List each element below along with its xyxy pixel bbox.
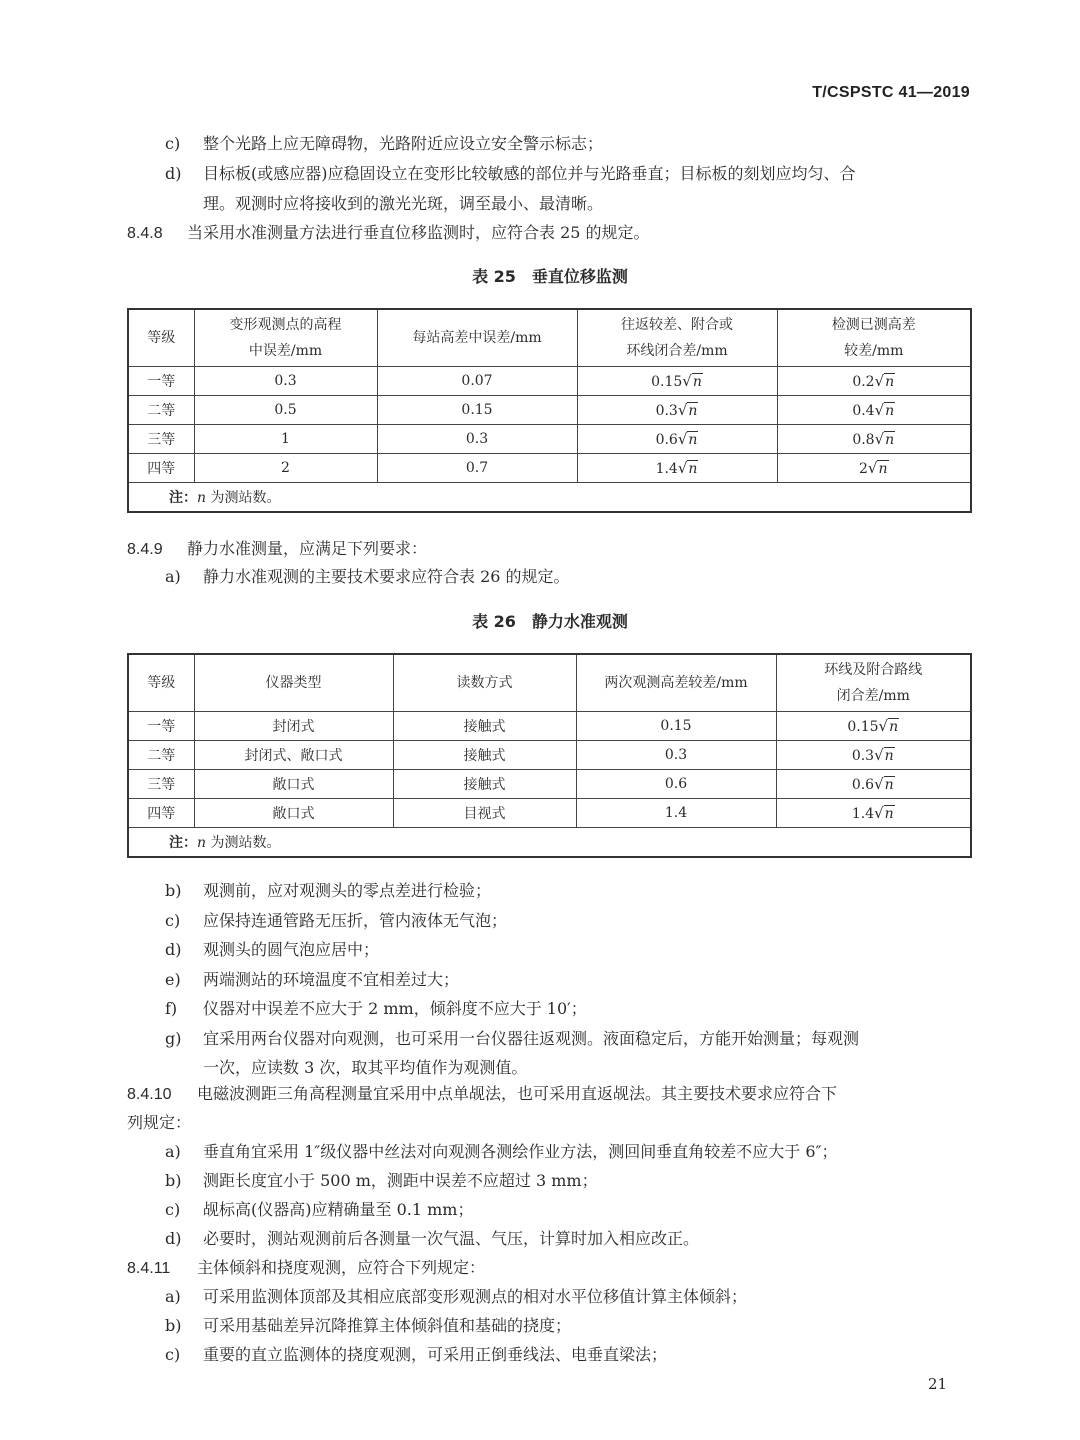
radicand: n [884,748,894,764]
table-note-row [128,483,971,513]
radical-sign: √ [677,430,688,448]
sqrt-n-symbol [874,804,895,822]
sqrt-n-symbol [682,372,703,390]
item-label: d) [165,1229,182,1248]
sqrt-n-symbol [874,746,895,764]
item-text: 应保持连通管路无压折，管内液体无气泡； [203,910,508,930]
header-cell: 等级 [128,309,194,367]
item-label: d) [165,940,182,959]
header-cell: 环线及附合路线 闭合差/mm [776,654,971,712]
radical-sign: √ [677,401,688,419]
item-text: 可采用基础差异沉降推算主体倾斜值和基础的挠度； [203,1316,572,1335]
header-cell: 两次观测高差较差/mm [576,654,776,712]
table-cell: 接触式 [393,741,576,770]
table-row [128,770,971,799]
note-text: 为测站数。 [206,490,281,506]
table-cell: 敞口式 [194,799,393,828]
table-cell: 0.07 [377,367,577,396]
radical-sign: √ [677,459,688,477]
radicand: n [884,777,894,793]
grade-cell: 三等 [128,770,194,799]
grade-cell: 三等 [128,425,194,454]
list-item [165,1315,571,1337]
item-label: d) [165,164,182,183]
page-number: 21 [928,1375,948,1393]
table-row [128,396,971,425]
item-text: 观测头的圆气泡应居中； [203,940,380,959]
item-text: 垂直角宜采用 1″级仪器中丝法对向观测各测绘作业方法，测回间垂直角较差不应大于 6″； [203,1142,838,1161]
header-cell: 等级 [128,654,194,712]
table-cell: 1 [194,425,377,454]
table-header-row [128,309,971,367]
table-note [128,828,971,858]
table-cell: 0.3 [377,425,577,454]
item-label: g) [165,1028,182,1048]
list-item [165,133,603,155]
item-continuation: 一次，应读数 3 次，取其平均值作为观测值。 [203,1058,528,1077]
item-text: 觇标高(仪器高)应精确量至 0.1 mm； [203,1200,474,1219]
note-text: 为测站数。 [206,835,281,851]
radicand: n [688,432,698,448]
header-cell: 仪器类型 [194,654,393,712]
table-cell [776,770,971,799]
item-text: 整个光路上应无障碍物，光路附近应设立安全警示标志； [203,134,604,153]
grade-cell: 二等 [128,741,194,770]
coefficient: 0.6 [851,777,875,793]
table-row [128,799,971,828]
list-item [165,1170,598,1192]
table-26 [127,653,972,858]
item-label: b) [165,1316,182,1335]
table-cell [776,741,971,770]
item-label: b) [165,881,182,900]
list-item [165,1141,838,1163]
table-cell [577,367,777,396]
list-item [165,1286,747,1308]
list-item [165,566,570,588]
clause-number: 8.4.10 [127,1086,172,1103]
grade-cell: 四等 [128,454,194,483]
clause-number: 8.4.9 [127,541,163,558]
radical-sign: √ [874,804,884,822]
list-item [165,163,856,185]
sqrt-n-symbol [678,430,699,448]
table-cell: 0.3 [194,367,377,396]
list-item [165,910,507,932]
radical-sign: √ [874,401,885,419]
table-cell: 0.5 [194,396,377,425]
item-label: b) [165,1171,182,1190]
radical-sign: √ [874,775,884,793]
sqrt-n-symbol [875,372,896,390]
radical-sign: √ [878,717,889,735]
clause-text: 主体倾斜和挠度观测，应符合下列规定： [197,1258,486,1277]
radicand: n [688,461,698,477]
table-cell: 目视式 [393,799,576,828]
table-cell [777,425,971,454]
coefficient: 0.3 [655,403,678,419]
table-cell [777,396,971,425]
sqrt-n-symbol [879,717,900,735]
clause-8-4-9 [127,538,427,561]
clause-8-4-10 [127,1083,837,1106]
clause-number: 8.4.8 [127,225,163,242]
radicand: n [688,403,698,419]
coefficient: 1.4 [851,806,875,822]
clause-text: 当采用水准测量方法进行垂直位移监测时，应符合表 25 的规定。 [187,223,650,242]
table-note-row [128,828,971,858]
item-text: 目标板(或感应器)应稳固设立在变形比较敏感的部位并与光路垂直；目标板的刻划应均匀、合 [203,164,856,183]
list-item [165,969,459,991]
table-cell [777,367,971,396]
radicand: n [889,719,899,735]
sqrt-n-symbol [875,401,896,419]
item-label: c) [165,910,181,930]
sqrt-n-symbol [678,401,699,419]
table-row [128,425,971,454]
radical-sign: √ [867,459,878,477]
header-cell: 检测已测高差 较差/mm [777,309,971,367]
sqrt-n-symbol [875,430,896,448]
table-cell: 敞口式 [194,770,393,799]
radicand: n [885,432,895,448]
note-variable: n [197,835,207,851]
item-label: e) [165,969,181,989]
radical-sign: √ [874,746,884,764]
list-item [165,998,587,1020]
grade-cell: 一等 [128,367,194,396]
grade-cell: 四等 [128,799,194,828]
radicand: n [885,374,895,390]
clause-number: 8.4.11 [127,1260,171,1277]
item-text: 观测前，应对观测头的零点差进行检验； [203,881,492,900]
list-item [165,1228,699,1250]
table-25-title: 表 25 垂直位移监测 [472,267,628,286]
table-row [128,741,971,770]
table-26-title: 表 26 静力水准观测 [472,612,628,631]
table-note [128,483,971,513]
item-label: c) [165,1200,181,1219]
table-cell [777,454,971,483]
sqrt-n-symbol [868,459,889,477]
coefficient: 0.15 [651,374,683,390]
clause-text: 静力水准测量，应满足下列要求： [187,539,428,558]
item-label: a) [165,567,181,586]
coefficient: 0.4 [852,403,875,419]
table-cell: 1.4 [576,799,776,828]
table-cell: 0.3 [576,741,776,770]
table-row [128,712,971,741]
item-text: 可采用监测体顶部及其相应底部变形观测点的相对水平位移值计算主体倾斜； [203,1287,748,1306]
coefficient: 0.3 [851,748,875,764]
item-text: 必要时，测站观测前后各测量一次气温、气压，计算时加入相应改正。 [203,1229,700,1248]
clause-8-4-11 [127,1257,485,1280]
list-item [165,880,491,902]
item-label: c) [165,134,181,153]
item-text: 测距长度宜小于 500 m，测距中误差不应超过 3 mm； [203,1171,598,1190]
table-header-row [128,654,971,712]
item-label: f) [165,999,178,1018]
header-cell: 往返较差、附合或 环线闭合差/mm [577,309,777,367]
item-label: a) [165,1142,181,1161]
item-text: 两端测站的环境温度不宜相差过大； [203,969,460,989]
radicand: n [878,461,888,477]
list-item [165,1199,473,1221]
table-cell: 2 [194,454,377,483]
table-cell: 0.15 [576,712,776,741]
grade-cell: 一等 [128,712,194,741]
radical-sign: √ [874,372,885,390]
table-cell [577,454,777,483]
table-cell [577,425,777,454]
header-cell: 读数方式 [393,654,576,712]
table-row [128,454,971,483]
radicand: n [885,403,895,419]
grade-cell: 二等 [128,396,194,425]
table-cell: 0.7 [377,454,577,483]
coefficient: 1.4 [655,461,678,477]
radical-sign: √ [874,430,885,448]
sqrt-n-symbol [678,459,699,477]
standard-code: T/CSPSTC 41—2019 [812,84,970,101]
item-label: c) [165,1345,181,1364]
coefficient: 0.2 [852,374,875,390]
table-cell [577,396,777,425]
coefficient: 0.15 [847,719,879,735]
table-cell: 0.6 [576,770,776,799]
item-continuation: 理。观测时应将接收到的激光光斑，调至最小、最清晰。 [203,194,604,213]
coefficient: 2 [858,461,868,477]
item-label: a) [165,1287,181,1306]
item-text: 宜采用两台仪器对向观测，也可采用一台仪器往返观测。液面稳定后，方能开始测量；每观测 [203,1028,860,1048]
header-cell: 变形观测点的高程 中误差/mm [194,309,377,367]
coefficient: 0.6 [655,432,678,448]
header-cell: 每站高差中误差/mm [377,309,577,367]
table-cell [776,712,971,741]
table-cell: 接触式 [393,712,576,741]
clause-text: 电磁波测距三角高程测量宜采用中点单觇法，也可采用直返觇法。其主要技术要求应符合下 [197,1084,838,1103]
list-item [165,1028,859,1050]
table-row [128,367,971,396]
list-item [165,939,379,961]
table-cell: 0.15 [377,396,577,425]
item-text: 仪器对中误差不应大于 2 mm，倾斜度不应大于 10′； [203,999,587,1018]
table-cell: 接触式 [393,770,576,799]
clause-continuation: 列规定： [127,1113,192,1132]
coefficient: 0.8 [852,432,875,448]
item-text: 重要的直立监测体的挠度观测，可采用正倒垂线法、电垂直梁法； [203,1345,668,1364]
note-label: 注： [169,835,197,851]
list-item [165,1344,667,1366]
radicand: n [884,806,894,822]
radicand: n [692,374,702,390]
clause-8-4-8 [127,222,650,245]
note-variable: n [197,490,207,506]
table-cell [776,799,971,828]
table-cell: 封闭式 [194,712,393,741]
radical-sign: √ [682,372,692,390]
sqrt-n-symbol [874,775,895,793]
item-text: 静力水准观测的主要技术要求应符合表 26 的规定。 [203,567,570,586]
note-label: 注： [169,490,197,506]
table-25 [127,308,972,513]
table-cell: 封闭式、敞口式 [194,741,393,770]
